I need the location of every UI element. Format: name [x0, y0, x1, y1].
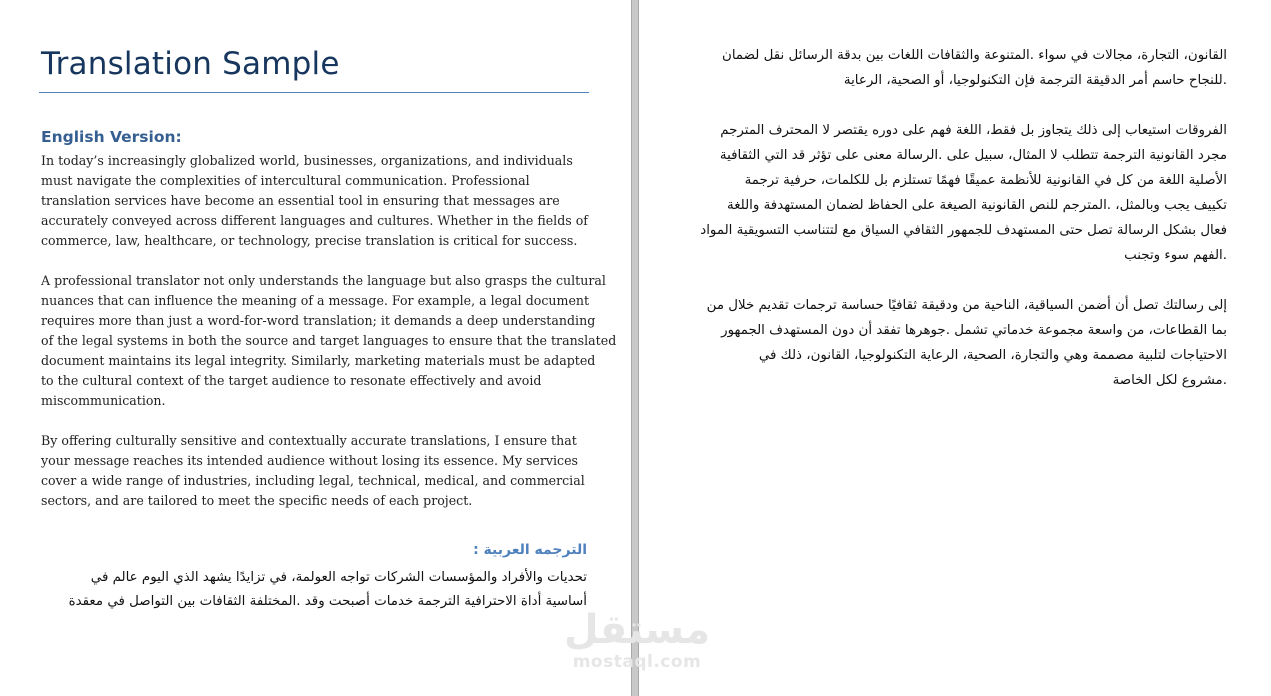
- english-line: sectors, and are tailored to meet the specific needs of each project.: [41, 493, 473, 508]
- english-line: translation services have become an essential tool in ensuring that messages are: [41, 193, 560, 208]
- english-line: must navigate the complexities of intercultural communication. Professional: [41, 173, 530, 188]
- arabic-line: القانون، التجارة، مجالات في سواء .المتنوعة والثقافات اللغات بين بدقة الرسائل نقل لضمان: [722, 48, 1227, 63]
- english-body: [41, 151, 617, 511]
- document-title: Translation Sample: [41, 46, 340, 82]
- arabic-heading: الترجمه العربية :: [473, 542, 587, 558]
- english-line: accurately conveyed across different languages and cultures. Whether in the fields of: [41, 213, 588, 228]
- arabic-line: فعال بشكل الرسالة تصل حتى المستهدف للجمهور الثقافي السياق مع لتتناسب التسويقية المواد: [700, 223, 1227, 238]
- english-line: commerce, law, healthcare, or technology, precise translation is critical for success.: [41, 233, 578, 248]
- arabic-body-left-page: [27, 566, 587, 614]
- english-line: By offering culturally sensitive and contextually accurate translations, I ensure that: [41, 433, 577, 448]
- arabic-line: .للنجاح حاسم أمر الدقيقة الترجمة فإن التكنولوجيا، أو الصحية، الرعاية: [843, 73, 1227, 88]
- watermark-logo: مستقل: [563, 607, 711, 653]
- arabic-line: الاحتياجات لتلبية مصممة وهي والتجارة، الصحية، الرعاية التكنولوجيا، القانون، ذلك في: [758, 348, 1227, 363]
- english-line: to the cultural context of the target audience to resonate effectively and avoid: [41, 373, 542, 388]
- arabic-line: تحديات والأفراد والمؤسسات الشركات تواجه العولمة، في تزايدًا يشهد الذي اليوم عالم في: [90, 570, 587, 585]
- arabic-line: بما القطاعات، من واسعة مجموعة خدماتي تشمل .جوهرها تفقد أن دون المستهدف الجمهور: [721, 323, 1227, 338]
- arabic-line: إلى رسالتك تصل أن أضمن السياقية، الناحية من ودقيقة ثقافيًا حساسة ترجمات تقديم خلال من: [706, 298, 1227, 313]
- paragraph-gap: [41, 411, 601, 431]
- left-page: [0, 0, 631, 696]
- paragraph-gap: [667, 93, 1227, 118]
- english-line: requires more than just a word-for-word translation; it demands a deep understanding: [41, 313, 596, 328]
- english-line: nuances that can influence the meaning of a message. For example, a legal document: [41, 293, 590, 308]
- english-line: of the legal systems in both the source and target languages to ensure that the translated: [41, 333, 617, 348]
- english-heading: English Version:: [41, 128, 182, 146]
- arabic-line: مجرد القانونية الترجمة تتطلب لا المثال، سبيل على .الرسالة معنى على تؤثر قد التي الثقافية: [719, 148, 1227, 163]
- watermark-url: mostaql.com: [572, 652, 702, 672]
- paragraph-gap: [41, 251, 601, 271]
- arabic-line: .مشروع لكل الخاصة: [1112, 373, 1227, 388]
- page-separator: [631, 0, 639, 696]
- arabic-line: تكييف يجب وبالمثل، .المترجم للنص القانونية الصيغة على الحفاظ لضمان المستهدفة واللغة: [727, 198, 1227, 213]
- arabic-line: الأصلية اللغة من كل في القانونية للأنظمة عميقًا فهمًا تستلزم بل للكلمات، حرفية ترجمة: [744, 173, 1227, 188]
- english-line: your message reaches its intended audience without losing its essence. My services: [41, 453, 579, 468]
- arabic-line: أساسية أداة الاحترافية الترجمة خدمات أصبحت وقد .المختلفة الثقافات بين التواصل في معقدة: [68, 594, 587, 609]
- arabic-body-right-page: [667, 43, 1227, 393]
- title-underline: [39, 92, 589, 93]
- english-line: A professional translator not only understands the language but also grasps the cultural: [41, 273, 606, 288]
- english-line: miscommunication.: [41, 393, 166, 408]
- english-line: document maintains its legal integrity. Similarly, marketing materials must be adapted: [41, 353, 596, 368]
- arabic-line: .الفهم سوء وتجنب: [1124, 248, 1227, 263]
- right-page: [639, 0, 1271, 696]
- english-line: In today’s increasingly globalized world, businesses, organizations, and individuals: [41, 153, 573, 168]
- paragraph-gap: [667, 268, 1227, 293]
- english-line: cover a wide range of industries, including legal, technical, medical, and commercial: [41, 473, 585, 488]
- arabic-line: الفروقات استيعاب إلى ذلك يتجاوز بل فقط، اللغة فهم على دوره يقتصر لا المحترف المترجم: [720, 123, 1227, 138]
